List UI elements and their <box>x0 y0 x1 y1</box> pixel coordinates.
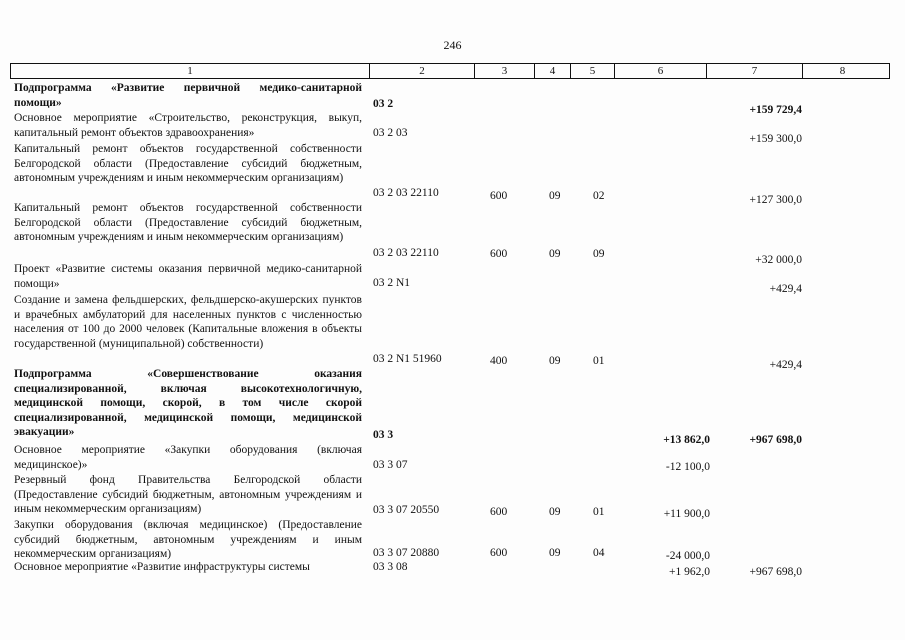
row-name: Создание и замена фельдшерских, фельдшерско-акушерских пунктов и врачебных амбулаторий для населенных пунктов с численностью населения от 100 до 2000 человек (Капитальные вложения в объекты государственной (муниципальной) собственности) <box>14 294 362 350</box>
header-col-5: 5 <box>571 64 615 78</box>
page-number: 246 <box>443 38 462 52</box>
row-col7: +967 698,0 <box>749 566 802 578</box>
row-pr: 09 <box>593 248 605 260</box>
row-name: Резервный фонд Правительства Белгородской области (Предоставление субсидий бюджетным, автономным учреждениям и иным некоммерческим организациям) <box>14 474 362 516</box>
row-code: 03 3 08 <box>373 561 408 573</box>
row-col7: +429,4 <box>769 359 802 371</box>
row-name: Подпрограмма «Совершенствование оказания специализированной, включая высокотехнологичную, медицинской помощи, скорой, в том числе скорой специализированной, медицинской помощи, медицинской эвакуации» <box>14 368 362 439</box>
table-header <box>10 63 890 79</box>
row-rz: 09 <box>549 248 561 260</box>
row-code: 03 2 03 <box>373 127 408 139</box>
row-vr: 600 <box>490 248 508 260</box>
row-pr: 01 <box>593 506 605 518</box>
row-vr: 600 <box>490 506 508 518</box>
row-code: 03 2 N1 <box>373 277 411 289</box>
row-name: Капитальный ремонт объектов государственной собственности Белгородской области (Предоставление субсидий бюджетным, автономным учреждениям и иным некоммерческим организациям) <box>14 143 362 185</box>
row-col7: +127 300,0 <box>749 194 802 206</box>
row-code: 03 3 07 <box>373 459 408 471</box>
row-col7: +159 300,0 <box>749 133 802 145</box>
row-col6: +13 862,0 <box>663 434 710 446</box>
header-col-3: 3 <box>475 64 535 78</box>
row-code: 03 3 07 20880 <box>373 547 440 559</box>
row-col7: +967 698,0 <box>749 434 802 446</box>
row-col6: +11 900,0 <box>663 508 710 520</box>
row-pr: 02 <box>593 190 605 202</box>
row-name: Основное мероприятие «Закупки оборудования (включая медицинское)» <box>14 444 362 471</box>
row-name: Закупки оборудования (включая медицинское) (Предоставление субсидий бюджетным, автономным учреждениям и иным некоммерческим организациям) <box>14 519 362 561</box>
row-col6: +1 962,0 <box>669 566 710 578</box>
row-code: 03 2 03 22110 <box>373 187 439 199</box>
row-code: 03 2 03 22110 <box>373 247 439 259</box>
row-col7: +32 000,0 <box>755 254 802 266</box>
row-pr: 01 <box>593 355 605 367</box>
row-col6: -12 100,0 <box>665 461 710 473</box>
row-code: 03 2 <box>373 98 394 110</box>
row-name: Основное мероприятие «Развитие инфраструктуры системы <box>14 561 310 573</box>
row-vr: 400 <box>490 355 508 367</box>
row-name: Подпрограмма «Развитие первичной медико-санитарной помощи» <box>14 82 362 109</box>
header-col-8: 8 <box>839 65 846 77</box>
row-vr: 600 <box>490 190 508 202</box>
header-col-6: 6 <box>615 64 707 78</box>
row-code: 03 3 07 20550 <box>373 504 440 516</box>
row-name: Основное мероприятие «Строительство, реконструкция, выкуп, капитальный ремонт объектов здравоохранения» <box>14 112 362 139</box>
row-rz: 09 <box>549 190 561 202</box>
row-pr: 04 <box>593 547 605 559</box>
row-code: 03 2 N1 51960 <box>373 353 442 365</box>
row-col7: +429,4 <box>769 283 802 295</box>
header-col-7: 7 <box>707 64 803 78</box>
row-rz: 09 <box>549 355 561 367</box>
row-col6: -24 000,0 <box>665 550 710 562</box>
header-col-1: 1 <box>11 64 370 78</box>
header-col-4: 4 <box>535 64 571 78</box>
row-rz: 09 <box>549 547 561 559</box>
header-col-2: 2 <box>370 64 475 78</box>
row-rz: 09 <box>549 506 561 518</box>
row-name: Проект «Развитие системы оказания первичной медико-санитарной помощи» <box>14 263 362 290</box>
row-code: 03 3 <box>373 429 394 441</box>
row-name: Капитальный ремонт объектов государственной собственности Белгородской области (Предоставление субсидий бюджетным, автономным учреждениям и иным некоммерческим организациям) <box>14 202 362 244</box>
row-vr: 600 <box>490 547 508 559</box>
row-col7: +159 729,4 <box>749 104 802 116</box>
